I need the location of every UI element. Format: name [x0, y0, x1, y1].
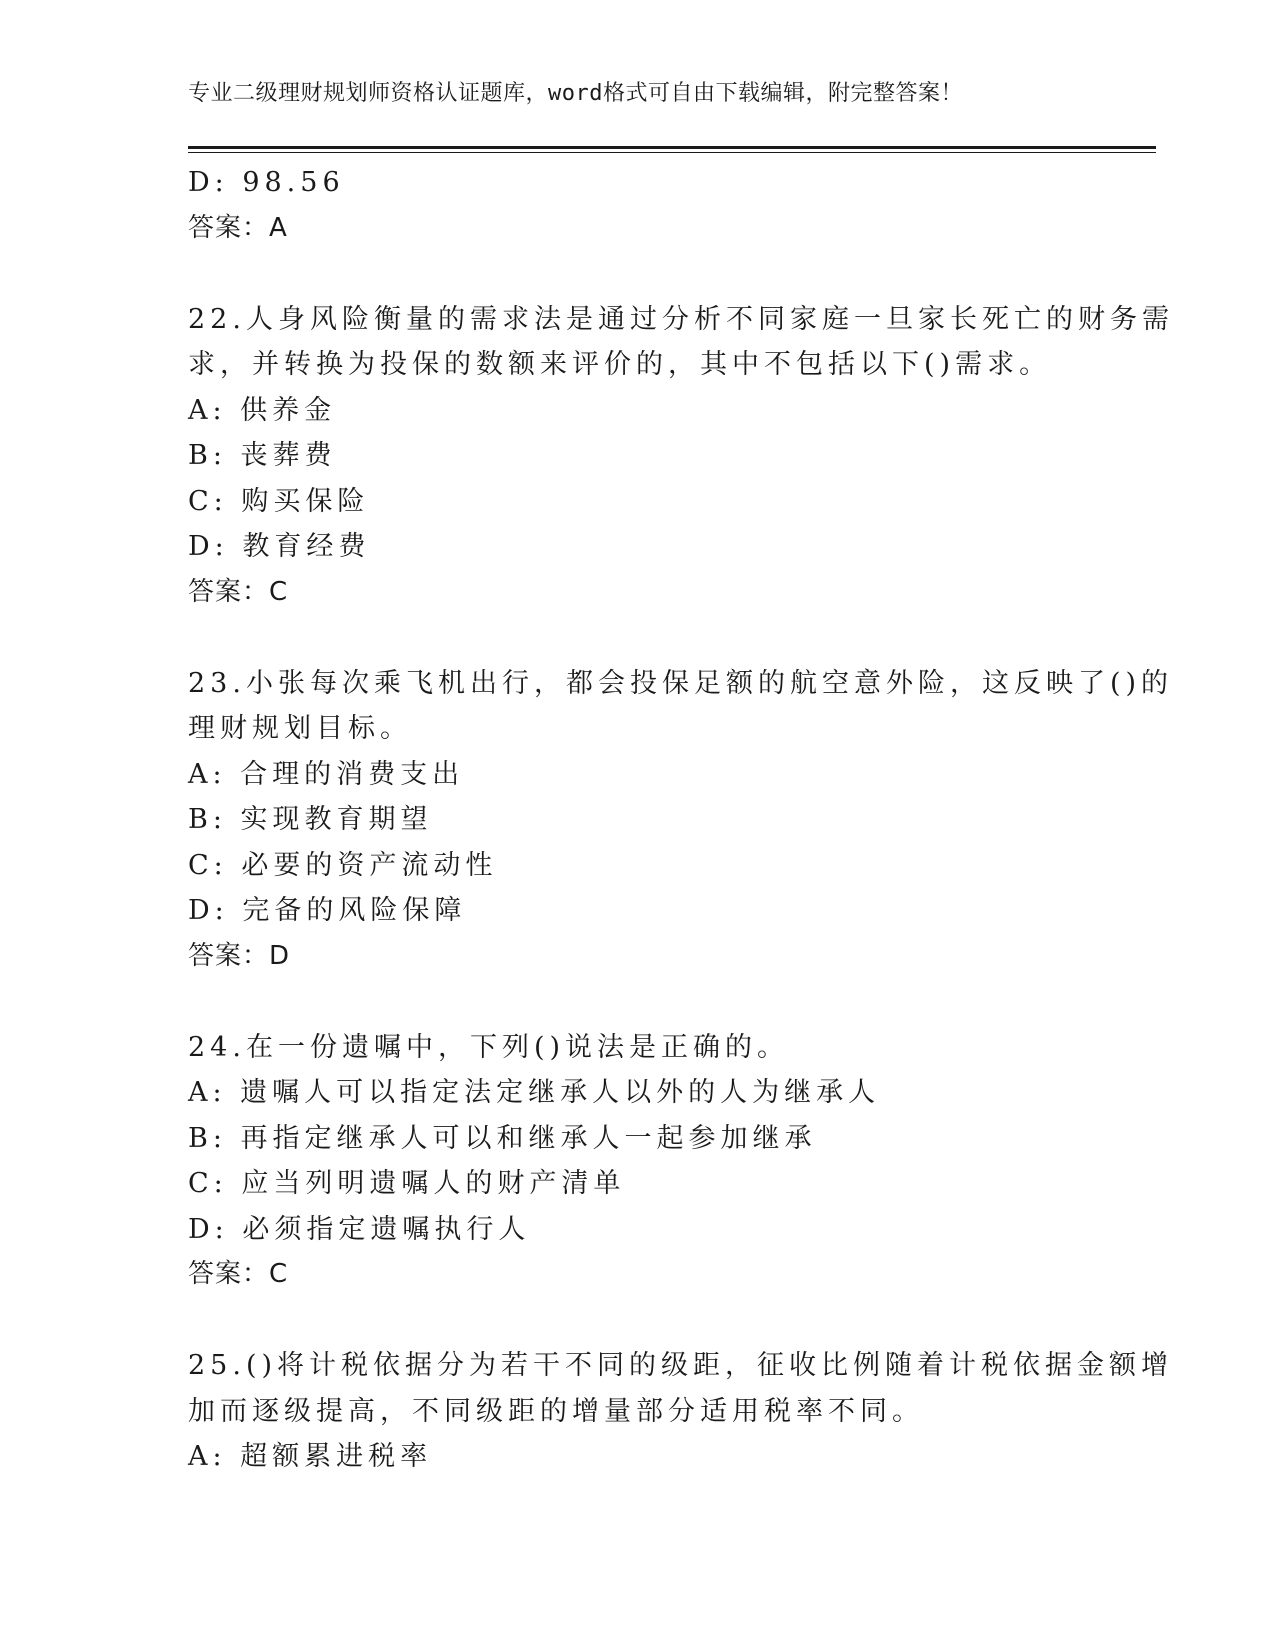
header-rule-thin — [188, 152, 1156, 153]
option-a: A: 合理的消费支出 — [188, 758, 465, 790]
question-23 — [188, 661, 1174, 980]
question-stem-line: 23.小张每次乘飞机出行，都会投保足额的航空意外险，这反映了()的 — [188, 667, 1174, 699]
question-stem-line: 加而逐级提高，不同级距的增量部分适用税率不同。 — [188, 1395, 924, 1427]
option-b: B: 丧葬费 — [188, 440, 337, 471]
answer-line: 答案：D — [188, 940, 291, 971]
answer-line: 答案：A — [188, 212, 288, 243]
option-d: D: 教育经费 — [188, 531, 371, 562]
question-stem-line: 25.()将计税依据分为若干不同的级距，征收比例随着计税依据金额增 — [188, 1350, 1174, 1381]
page-header: 专业二级理财规划师资格认证题库，word格式可自由下载编辑，附完整答案！ — [188, 81, 963, 106]
option-a: A: 供养金 — [188, 394, 337, 426]
answer-line: 答案：C — [188, 576, 289, 607]
question-stem-line: 求，并转换为投保的数额来评价的，其中不包括以下()需求。 — [188, 349, 1052, 380]
header-rule-thick — [188, 146, 1156, 149]
option-c: C: 必要的资产流动性 — [188, 849, 498, 881]
question-stem-line: 24.在一份遗嘱中，下列()说法是正确的。 — [188, 1031, 790, 1063]
option-b: B: 实现教育期望 — [188, 804, 433, 835]
option-d: D: 必须指定遗嘱执行人 — [188, 1213, 531, 1245]
option-d: D: 完备的风险保障 — [188, 895, 467, 926]
answer-line: 答案：C — [188, 1259, 289, 1289]
option-b: B: 再指定继承人可以和继承人一起参加继承 — [188, 1122, 817, 1154]
question-25 — [188, 1343, 1174, 1480]
option-c: C: 应当列明遗嘱人的财产清单 — [188, 1168, 626, 1199]
option-a: A: 遗嘱人可以指定法定继承人以外的人为继承人 — [188, 1077, 881, 1108]
option-d: D: 98.56 — [188, 167, 345, 198]
question-stem-line: 理财规划目标。 — [188, 713, 412, 744]
question-stem-line: 22.人身风险衡量的需求法是通过分析不同家庭一旦家长死亡的财务需 — [188, 303, 1174, 335]
question-22 — [188, 297, 1174, 616]
question-24 — [188, 1025, 1088, 1298]
option-c: C: 购买保险 — [188, 485, 370, 517]
option-a: A: 超额累进税率 — [188, 1441, 433, 1472]
question-list — [188, 160, 1174, 1480]
